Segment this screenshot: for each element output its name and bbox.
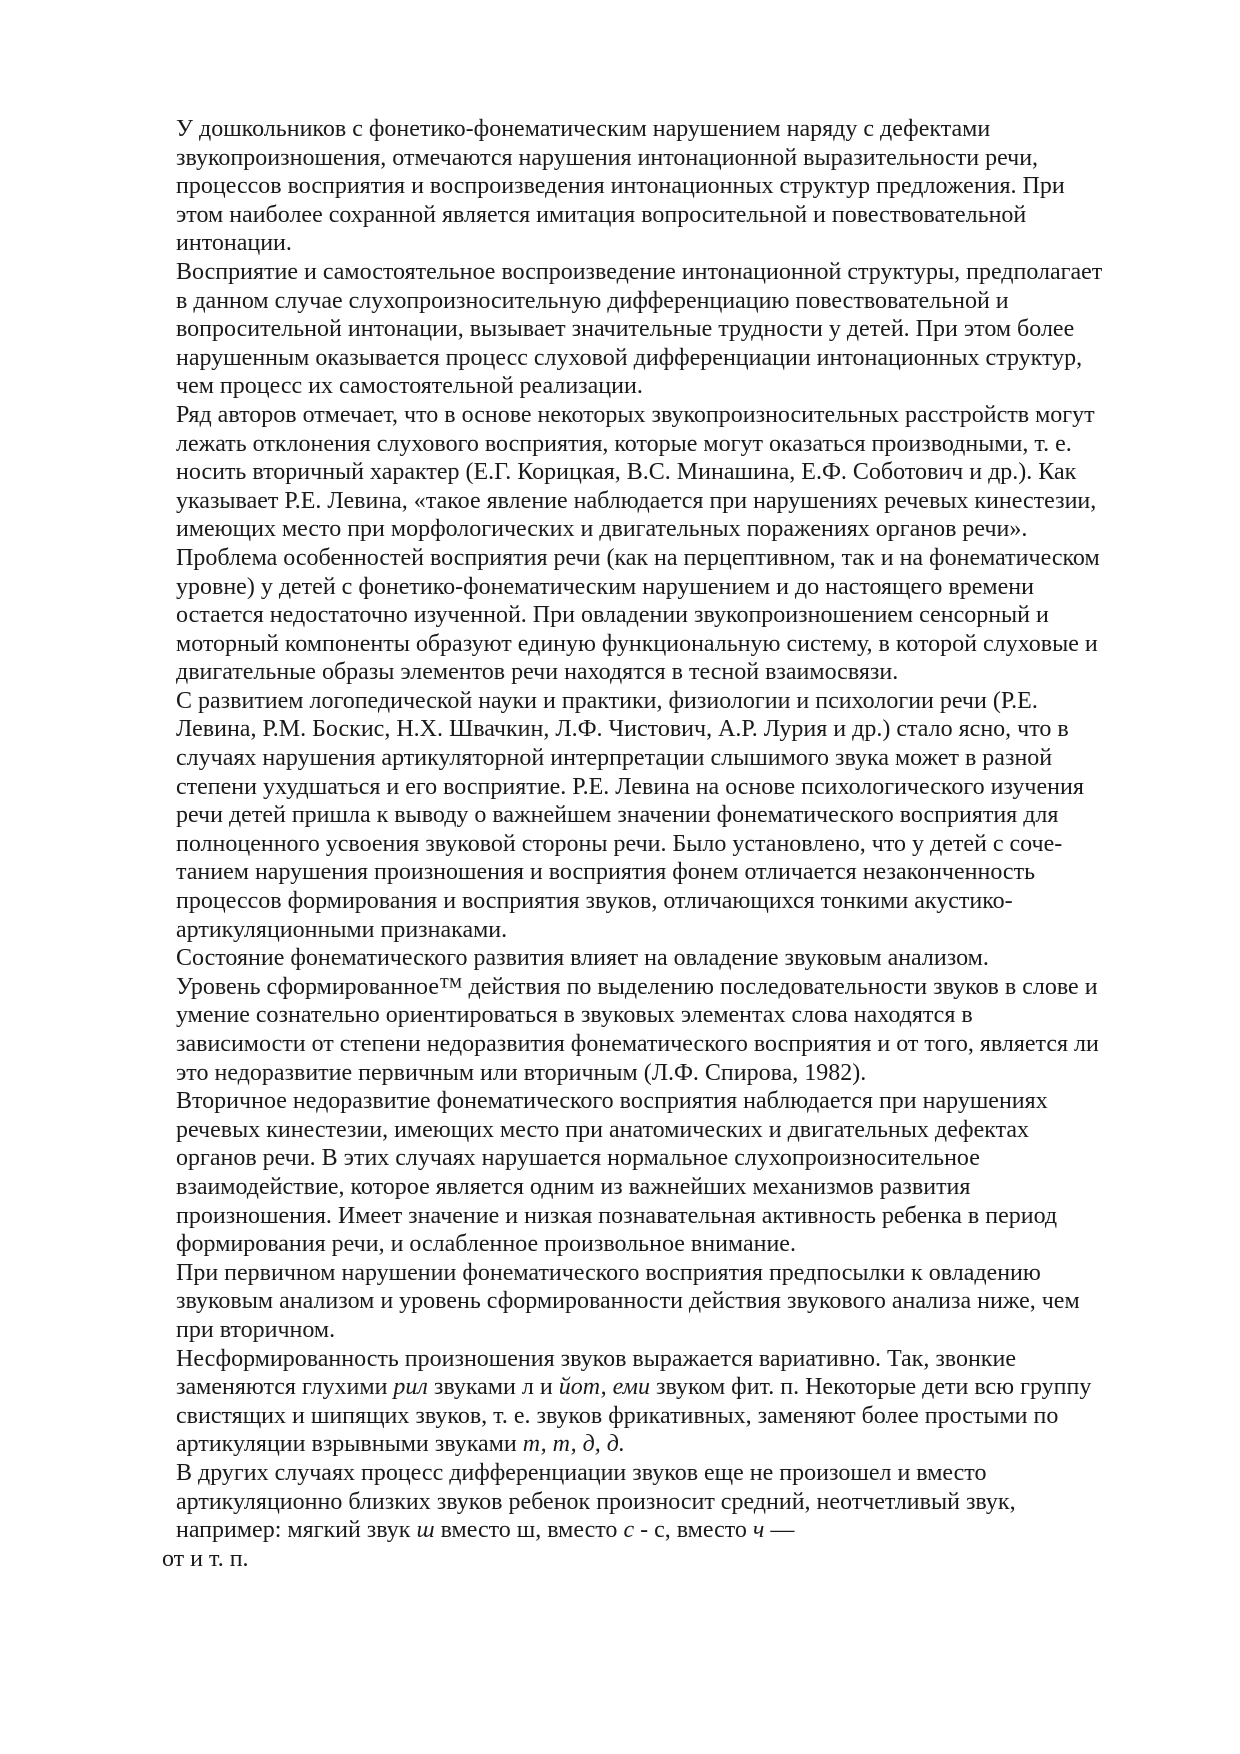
text-run: звуками л и	[427, 1374, 559, 1401]
italic-text: рил	[393, 1374, 428, 1401]
text-line: Восприятие и самостоятельное воспроизведение интонационной структуры, предполагает	[176, 258, 1103, 285]
text-line	[176, 1373, 1166, 1402]
text-run: - с, вместо	[634, 1517, 753, 1544]
text-line: случаях нарушения артикуляторной интерпретации слышимого звука может в разной	[176, 745, 1053, 772]
text-line: зависимости от степени недоразвития фонематического восприятия и от того, является ли	[176, 1031, 1099, 1057]
paragraph-3	[176, 401, 1166, 544]
text-line: Проблема особенностей восприятия речи (как на перцептивном, так и на фонематическом	[176, 544, 1100, 571]
text-line: взаимодействие, которое является одним из важнейших механизмов развития	[176, 1173, 971, 1200]
text-run: —	[764, 1517, 795, 1544]
italic-text: йот, еми	[558, 1374, 650, 1401]
text-line: В других случаях процесс дифференциации звуков еще не произошел и вместо	[176, 1459, 987, 1486]
document-page	[162, 115, 1166, 1573]
text-line: У дошкольников с фонетико-фонематическим нарушением наряду с дефектами	[176, 116, 991, 142]
text-line	[176, 1430, 1166, 1459]
text-line: Вторичное недоразвитие фонематического восприятия наблюдается при нарушениях	[176, 1088, 1048, 1115]
paragraph-11	[162, 1459, 1166, 1573]
text-line: указывает Р.Е. Левина, «такое явление наблюдается при нарушениях речевых кинестезии,	[176, 487, 1097, 514]
text-line: уровне) у детей с фонетико-фонематическим нарушением и до настоящего времени	[176, 573, 1034, 600]
paragraph-7	[176, 973, 1166, 1087]
text-line: звукопроизношения, отмечаются нарушения интонационной выразительности речи,	[176, 144, 1039, 171]
text-line: органов речи. В этих случаях нарушается нормальное слухопроизносительное	[176, 1145, 980, 1172]
paragraph-2	[176, 258, 1166, 401]
text-line: моторный компоненты образуют единую функциональную систему, в которой слуховые и	[176, 630, 1098, 657]
text-line: вопросительной интонации, вызывает значительные трудности у детей. При этом более	[176, 316, 1075, 343]
text-line: от и т. п.	[162, 1545, 249, 1572]
italic-text: с	[623, 1517, 635, 1544]
text-line: нарушенным оказывается процесс слуховой дифференциации интонационных структур,	[176, 344, 1083, 371]
text-line: танием нарушения произношения и восприятия фонем отличается незаконченность	[176, 859, 1036, 886]
text-line: чем процесс их самостоятельной реализации.	[176, 373, 643, 400]
paragraph-6	[176, 944, 1166, 973]
text-line: При первичном нарушении фонематического восприятия предпосылки к овладению	[176, 1259, 1041, 1286]
text-line: интонации.	[176, 230, 292, 257]
text-run: заменяются глухими	[176, 1374, 394, 1401]
text-line: процессов формирования и восприятия звуков, отличающихся тонкими акустико-	[176, 888, 1013, 915]
text-line: при вторичном.	[176, 1316, 336, 1343]
text-line: имеющих место при морфологических и двигательных поражениях органов речи».	[176, 516, 1028, 543]
text-line: в данном случае слухопроизносительную дифференциацию повествовательной и	[176, 287, 1009, 314]
italic-text: т, т, д, д.	[522, 1431, 625, 1458]
text-line: произношения. Имеет значение и низкая познавательная активность ребенка в период	[176, 1202, 1058, 1229]
text-line: формирования речи, и ослабленное произвольное внимание.	[176, 1231, 796, 1258]
paragraph-9	[176, 1259, 1166, 1345]
text-line: носить вторичный характер (Е.Г. Корицкая, В.С. Минашина, Е.Ф. Соботович и др.). Как	[176, 459, 1077, 486]
text-line	[176, 1516, 1166, 1545]
text-line: Ряд авторов отмечает, что в основе некоторых звукопроизносительных расстройств могут	[176, 401, 1095, 428]
text-line: речи детей пришла к выводу о важнейшем значении фонематического восприятия для	[176, 802, 1059, 829]
paragraph-4	[176, 544, 1166, 687]
text-run: артикуляции взрывными звуками	[176, 1431, 523, 1458]
text-line: лежать отклонения слухового восприятия, которые могут оказаться производными, т. е.	[176, 430, 1072, 457]
paragraph-1	[176, 115, 1166, 258]
text-line: Несформированность произношения звуков выражается вариативно. Так, звонкие	[176, 1345, 1016, 1372]
italic-text: ш	[416, 1517, 435, 1544]
text-line: Левина, Р.М. Боскис, Н.Х. Швачкин, Л.Ф. Чистович, А.Р. Лурия и др.) стало ясно, что в	[176, 716, 1069, 743]
text-line: этом наиболее сохранной является имитация вопросительной и повествовательной	[176, 201, 1027, 228]
text-line: речевых кинестезии, имеющих место при анатомических и двигательных дефектах	[176, 1116, 1029, 1143]
text-line: артикуляционно близких звуков ребенок произносит средний, неотчетливый звук,	[176, 1488, 1016, 1515]
paragraph-10	[176, 1345, 1166, 1459]
text-line: процессов восприятия и воспроизведения интонационных структур предложения. При	[176, 173, 1065, 200]
text-line: остается недостаточно изученной. При овладении звукопроизношением сенсорный и	[176, 602, 1049, 629]
text-line: степени ухудшаться и его восприятие. Р.Е. Левина на основе психологического изучения	[176, 773, 1084, 800]
text-line: двигательные образы элементов речи находятся в тесной взаимосвязи.	[176, 659, 899, 686]
text-line: звуковым анализом и уровень сформированности действия звукового анализа ниже, чем	[176, 1288, 1080, 1315]
text-run: звуком фит. п. Некоторые дети всю группу	[650, 1374, 1092, 1401]
paragraph-5	[176, 687, 1166, 944]
paragraph-8	[176, 1087, 1166, 1259]
text-line: это недоразвитие первичным или вторичным (Л.Ф. Спирова, 1982).	[176, 1059, 867, 1086]
text-line: Состояние фонематического развития влияет на овладение звуковым анализом.	[176, 945, 989, 972]
italic-text: ч	[752, 1517, 765, 1544]
text-line: полноценного усвоения звуковой стороны речи. Было установлено, что у детей с соче-	[176, 830, 1063, 857]
text-line: Уровень сформированное™ действия по выделению последовательности звуков в слове и	[176, 973, 1098, 1000]
text-run: вместо ш, вместо	[434, 1517, 624, 1544]
text-line: артикуляционными признаками.	[176, 916, 508, 943]
text-line: свистящих и шипящих звуков, т. е. звуков фрикативных, заменяют более простыми по	[176, 1402, 1059, 1429]
text-line: умение сознательно ориентироваться в звуковых элементах слова находятся в	[176, 1002, 973, 1029]
text-run: например: мягкий звук	[176, 1517, 417, 1544]
text-line: С развитием логопедической науки и практики, физиологии и психологии речи (Р.Е.	[176, 687, 1038, 714]
